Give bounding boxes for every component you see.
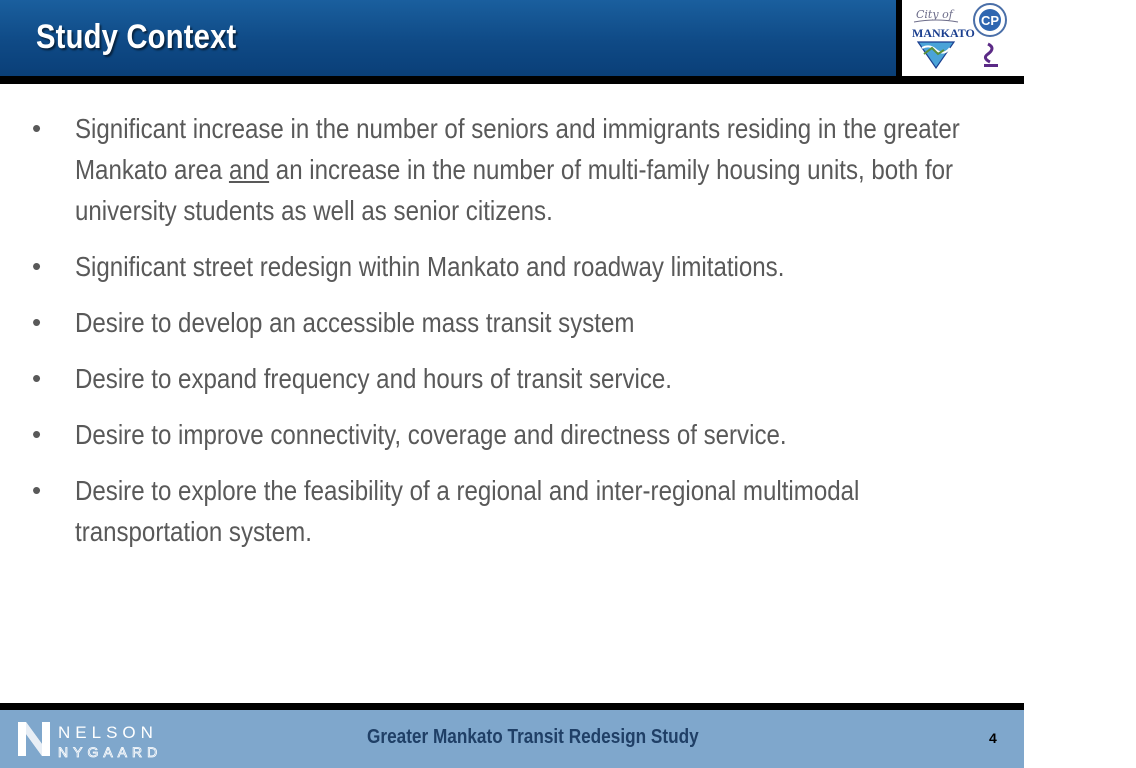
bullet-marker: • xyxy=(32,363,42,393)
bullet-marker: • xyxy=(32,113,42,143)
brand-top-text: NELSON xyxy=(58,723,158,742)
page-title: Study Context xyxy=(36,18,237,56)
bullet-marker: • xyxy=(32,307,42,337)
bullet-list xyxy=(30,108,990,552)
header-bar xyxy=(0,0,896,76)
bullet-text: Desire to explore the feasibility of a regional and inter-regional multimodal transportation system. xyxy=(75,475,860,547)
bullet-text: Desire to develop an accessible mass transit system xyxy=(75,307,635,338)
footer-title: Greater Mankato Transit Redesign Study xyxy=(367,726,699,748)
city-of-mankato-logo xyxy=(908,4,975,70)
bullet-marker: • xyxy=(32,419,42,449)
bullet-item xyxy=(30,246,990,287)
bullet-item xyxy=(30,108,990,231)
minnesota-state-mankato-logo xyxy=(966,2,1014,72)
bullet-item xyxy=(30,414,990,455)
header-underline xyxy=(0,76,1024,84)
bullet-text: Desire to expand frequency and hours of transit service. xyxy=(75,363,672,394)
bullet-text-part: an increase in the number of multi-family housing units, both for university students as well as senior citizens. xyxy=(75,154,954,226)
bullet-marker: • xyxy=(32,475,42,505)
page-number: 4 xyxy=(989,730,997,746)
bullet-text-part: Significant increase in the number of seniors and immigrants residing in the greater Mankato area xyxy=(75,113,960,185)
svg-text:City of: City of xyxy=(916,8,953,21)
nelson-nygaard-logo xyxy=(14,716,174,762)
bullet-text: Desire to improve connectivity, coverage and directness of service. xyxy=(75,419,787,450)
svg-text:CP: CP xyxy=(980,13,1000,28)
footer-divider xyxy=(0,703,1024,710)
bullet-item xyxy=(30,358,990,399)
content-area xyxy=(30,108,990,567)
bullet-text xyxy=(75,108,988,231)
bullet-underlined-word: and xyxy=(228,154,270,185)
brand-bottom-text: NYGAARD xyxy=(58,744,163,760)
bullet-text: Significant street redesign within Mankato and roadway limitations. xyxy=(75,251,785,282)
bullet-item xyxy=(30,302,990,343)
svg-text:MANKATO: MANKATO xyxy=(912,26,975,40)
bullet-marker: • xyxy=(32,251,42,281)
footer-bar xyxy=(0,710,1024,768)
logo-panel xyxy=(902,0,1024,76)
bullet-item xyxy=(30,470,990,552)
